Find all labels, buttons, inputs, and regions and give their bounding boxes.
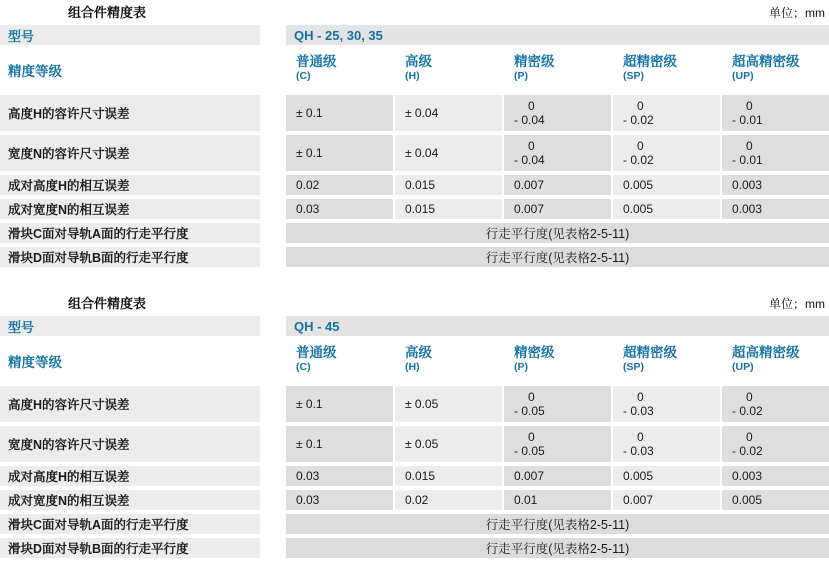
model-label: 型号 [0, 316, 260, 336]
value-line: - 0.03 [623, 444, 654, 458]
value-line: - 0.02 [732, 404, 763, 418]
spec-row-values [286, 490, 829, 510]
grade-name: 超精密级 [623, 345, 677, 360]
grade-column-header [722, 340, 829, 382]
grade-name: 高级 [405, 345, 432, 360]
value-line: - 0.02 [623, 113, 654, 127]
value-cell [286, 490, 393, 510]
value-cell [395, 199, 502, 219]
value-line: 0 [528, 430, 535, 444]
value-cell [395, 386, 502, 422]
value-line: 0.01 [514, 493, 538, 507]
spec-row-values [286, 223, 829, 243]
column-gutter [260, 514, 286, 534]
value-line: 0.03 [296, 469, 320, 483]
value-line: 0.007 [514, 469, 545, 483]
value-cell [722, 426, 829, 462]
spec-row-label: 成对宽度N的相互误差 [0, 199, 260, 219]
grade-column-header [504, 340, 611, 382]
value-cell [613, 199, 720, 219]
model-value: QH - 25, 30, 35 [286, 25, 829, 45]
grade-column-header [395, 340, 502, 382]
value-line: ± 0.1 [296, 437, 323, 451]
value-line: 0.005 [623, 202, 654, 216]
grade-name: 超高精密级 [732, 54, 800, 69]
value-cell [722, 199, 829, 219]
grade-code: (SP) [623, 70, 644, 82]
value-line: 0 [528, 390, 535, 404]
table-title: 组合件精度表 [68, 5, 147, 20]
spec-row-values [286, 426, 829, 462]
table-title: 组合件精度表 [68, 296, 147, 311]
spec-row [0, 386, 829, 422]
column-gutter [260, 426, 286, 462]
value-cell [613, 135, 720, 171]
value-line: ± 0.05 [405, 397, 439, 411]
value-line: 0 [746, 430, 753, 444]
spec-row-values [286, 199, 829, 219]
value-cell [504, 135, 611, 171]
value-cell [504, 490, 611, 510]
value-cell [395, 466, 502, 486]
grade-header-label: 精度等级 [0, 340, 260, 382]
column-gutter [260, 247, 286, 267]
spec-row-label: 高度H的容许尺寸误差 [0, 95, 260, 131]
merged-value-cell: 行走平行度(见表格2-5-11) [286, 223, 829, 243]
value-line: 0.007 [514, 178, 545, 192]
value-line: 0.015 [405, 178, 436, 192]
spec-row-label: 滑块D面对导轨B面的行走平行度 [0, 538, 260, 558]
grade-code: (H) [405, 70, 420, 82]
value-line: 0 [746, 99, 753, 113]
value-cell [613, 466, 720, 486]
value-cell [286, 199, 393, 219]
grade-column-header [613, 49, 720, 91]
value-line: - 0.01 [732, 153, 763, 167]
value-line: - 0.05 [514, 404, 545, 418]
value-line: 0 [746, 139, 753, 153]
spec-row [0, 538, 829, 558]
value-line: 0.007 [514, 202, 545, 216]
grade-columns [286, 49, 829, 91]
value-cell [395, 135, 502, 171]
model-value: QH - 45 [286, 316, 829, 336]
value-cell [613, 175, 720, 195]
value-line: 0.007 [623, 493, 654, 507]
grade-code: (P) [514, 70, 528, 82]
unit-label: 单位；mm [769, 6, 825, 20]
grade-column-header [504, 49, 611, 91]
value-line: - 0.05 [514, 444, 545, 458]
column-gutter [260, 538, 286, 558]
value-line: 0.003 [732, 178, 763, 192]
value-cell [286, 426, 393, 462]
grade-name: 高级 [405, 54, 432, 69]
value-line: 0 [637, 139, 644, 153]
value-line: 0.005 [623, 178, 654, 192]
grade-code: (C) [296, 70, 311, 82]
value-line: 0 [637, 430, 644, 444]
value-line: 0.005 [623, 469, 654, 483]
spec-row-label: 成对高度H的相互误差 [0, 175, 260, 195]
value-line: - 0.04 [514, 113, 545, 127]
precision-table [0, 0, 829, 267]
grade-column-header [286, 49, 393, 91]
value-cell [395, 95, 502, 131]
value-line: ± 0.1 [296, 397, 323, 411]
grade-header-row [0, 49, 829, 91]
table-title-row [0, 291, 829, 312]
value-line: 0 [528, 139, 535, 153]
grade-code: (SP) [623, 361, 644, 373]
grade-column-header [613, 340, 720, 382]
column-gutter [260, 49, 286, 91]
spec-row-label: 宽度N的容许尺寸误差 [0, 135, 260, 171]
spec-row-values [286, 466, 829, 486]
value-cell [395, 490, 502, 510]
grade-column-header [286, 340, 393, 382]
column-gutter [260, 490, 286, 510]
spec-row-label: 宽度N的容许尺寸误差 [0, 426, 260, 462]
value-cell [613, 95, 720, 131]
spec-row-label: 成对高度H的相互误差 [0, 466, 260, 486]
value-line: - 0.01 [732, 113, 763, 127]
value-cell [504, 426, 611, 462]
value-cell [722, 466, 829, 486]
column-gutter [260, 175, 286, 195]
value-line: - 0.04 [514, 153, 545, 167]
value-cell [504, 199, 611, 219]
value-cell [504, 386, 611, 422]
value-cell [504, 175, 611, 195]
value-line: ± 0.05 [405, 437, 439, 451]
value-cell [613, 386, 720, 422]
value-cell [722, 95, 829, 131]
grade-column-header [722, 49, 829, 91]
value-line: 0.03 [296, 202, 320, 216]
value-cell [504, 95, 611, 131]
value-line: 0.02 [405, 493, 429, 507]
spec-row [0, 490, 829, 510]
spec-row-values [286, 538, 829, 558]
table-title-row [0, 0, 829, 21]
spec-row [0, 426, 829, 462]
column-gutter [260, 135, 286, 171]
value-line: 0.003 [732, 469, 763, 483]
grade-name: 普通级 [296, 345, 337, 360]
spec-row-label: 滑块C面对导轨A面的行走平行度 [0, 514, 260, 534]
grade-header-row [0, 340, 829, 382]
value-line: - 0.02 [623, 153, 654, 167]
value-line: 0.03 [296, 493, 320, 507]
value-line: 0 [637, 99, 644, 113]
value-cell [286, 95, 393, 131]
value-cell [286, 175, 393, 195]
spec-row [0, 514, 829, 534]
grade-code: (H) [405, 361, 420, 373]
precision-table [0, 291, 829, 558]
value-line: - 0.03 [623, 404, 654, 418]
value-cell [395, 175, 502, 195]
grade-name: 超精密级 [623, 54, 677, 69]
spec-row-label: 滑块C面对导轨A面的行走平行度 [0, 223, 260, 243]
spec-row [0, 199, 829, 219]
spec-row-label: 成对宽度N的相互误差 [0, 490, 260, 510]
value-line: 0.003 [732, 202, 763, 216]
spec-row-values [286, 135, 829, 171]
value-cell [722, 175, 829, 195]
value-cell [722, 490, 829, 510]
model-row [0, 316, 829, 336]
merged-value-cell: 行走平行度(见表格2-5-11) [286, 514, 829, 534]
spec-row-label: 高度H的容许尺寸误差 [0, 386, 260, 422]
value-line: ± 0.1 [296, 146, 323, 160]
value-line: - 0.02 [732, 444, 763, 458]
value-cell [395, 426, 502, 462]
value-line: ± 0.1 [296, 106, 323, 120]
value-line: 0.02 [296, 178, 320, 192]
spec-row-values [286, 386, 829, 422]
value-line: 0 [528, 99, 535, 113]
value-line: 0 [637, 390, 644, 404]
column-gutter [260, 223, 286, 243]
column-gutter [260, 316, 286, 336]
value-line: 0.015 [405, 469, 436, 483]
column-gutter [260, 25, 286, 45]
value-cell [286, 386, 393, 422]
value-line: 0.005 [732, 493, 763, 507]
grade-name: 普通级 [296, 54, 337, 69]
spec-row-values [286, 175, 829, 195]
column-gutter [260, 386, 286, 422]
spec-row [0, 95, 829, 131]
value-cell [286, 135, 393, 171]
merged-value-cell: 行走平行度(见表格2-5-11) [286, 538, 829, 558]
grade-code: (UP) [732, 70, 754, 82]
model-label: 型号 [0, 25, 260, 45]
grade-columns [286, 340, 829, 382]
value-cell [722, 386, 829, 422]
grade-column-header [395, 49, 502, 91]
grade-name: 精密级 [514, 54, 555, 69]
merged-value-cell: 行走平行度(见表格2-5-11) [286, 247, 829, 267]
column-gutter [260, 466, 286, 486]
spec-row-values [286, 514, 829, 534]
spec-row [0, 223, 829, 243]
spec-row [0, 175, 829, 195]
value-cell [286, 466, 393, 486]
value-cell [613, 490, 720, 510]
grade-name: 精密级 [514, 345, 555, 360]
value-cell [504, 466, 611, 486]
grade-code: (P) [514, 361, 528, 373]
model-data [286, 316, 829, 336]
spec-row [0, 247, 829, 267]
grade-header-label: 精度等级 [0, 49, 260, 91]
column-gutter [260, 340, 286, 382]
column-gutter [260, 199, 286, 219]
model-row [0, 25, 829, 45]
column-gutter [260, 95, 286, 131]
spec-row-values [286, 95, 829, 131]
value-cell [722, 135, 829, 171]
unit-label: 单位；mm [769, 297, 825, 311]
value-line: ± 0.04 [405, 106, 439, 120]
value-line: 0 [746, 390, 753, 404]
spec-row [0, 135, 829, 171]
value-line: ± 0.04 [405, 146, 439, 160]
model-data [286, 25, 829, 45]
value-cell [613, 426, 720, 462]
value-line: 0.015 [405, 202, 436, 216]
grade-code: (UP) [732, 361, 754, 373]
grade-code: (C) [296, 361, 311, 373]
grade-name: 超高精密级 [732, 345, 800, 360]
spec-row [0, 466, 829, 486]
spec-row-label: 滑块D面对导轨B面的行走平行度 [0, 247, 260, 267]
spec-row-values [286, 247, 829, 267]
